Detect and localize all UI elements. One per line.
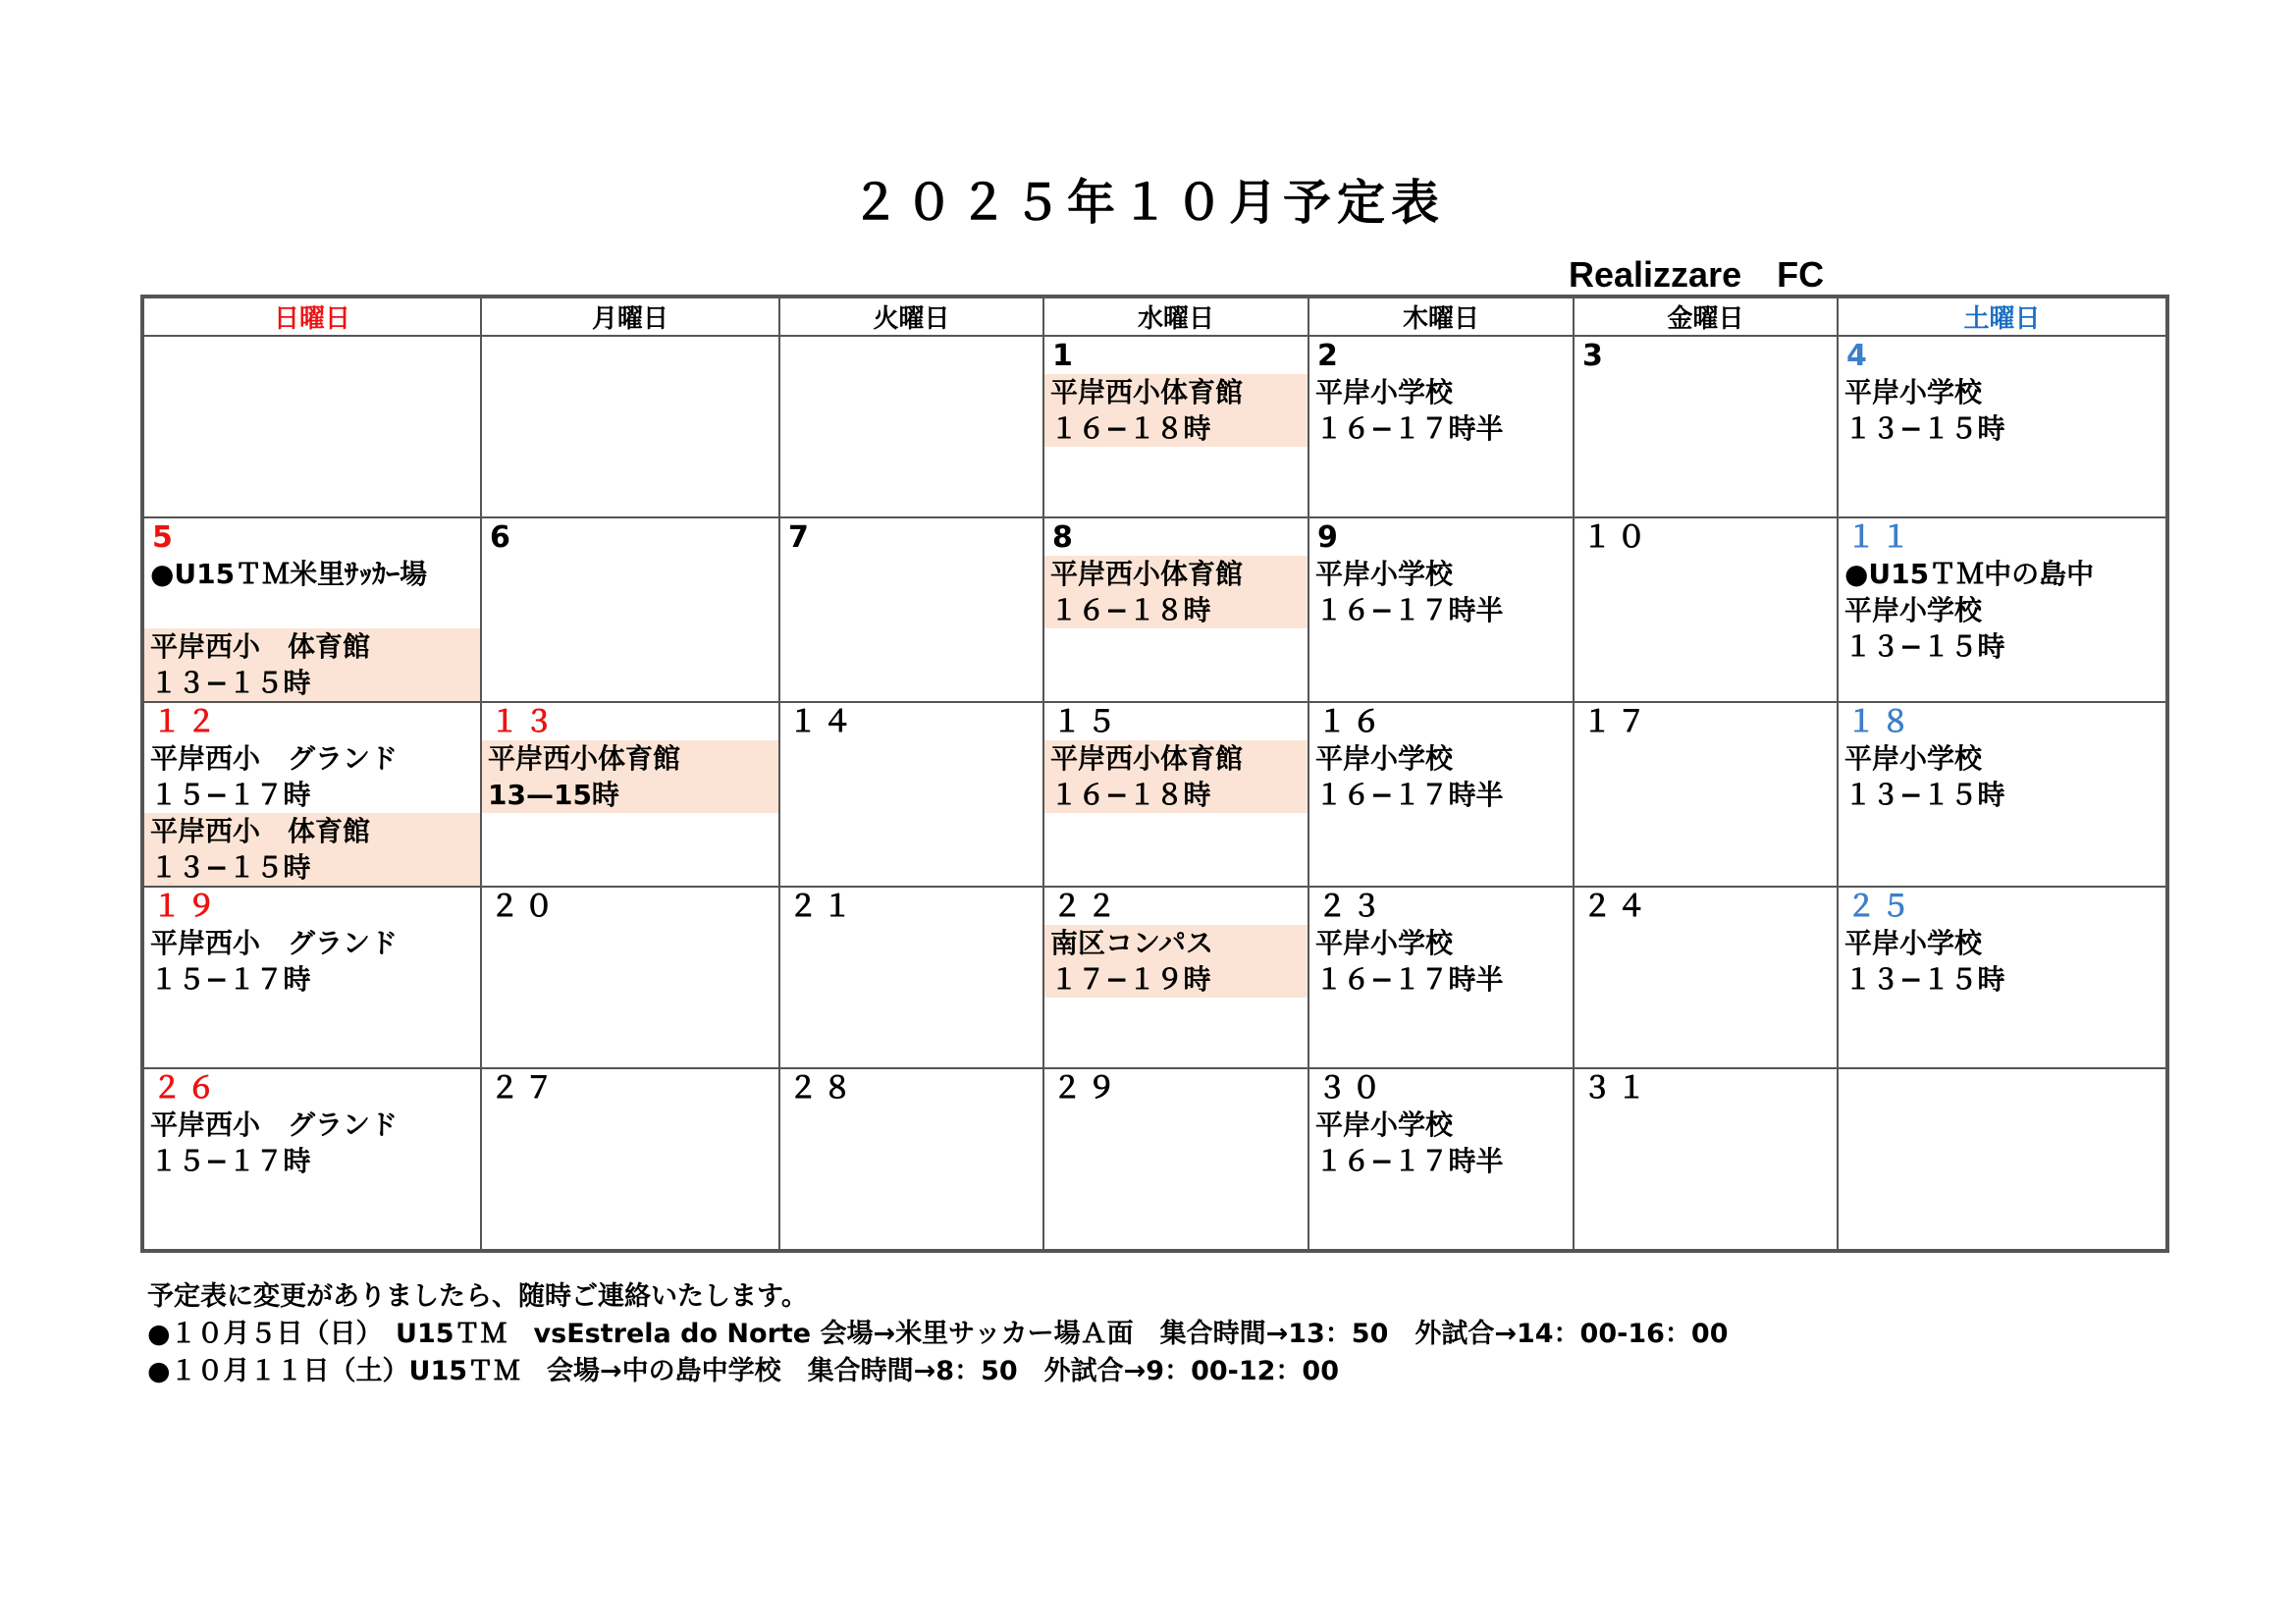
calendar-day-cell — [1574, 1068, 1838, 1251]
calendar-day-cell — [481, 702, 779, 887]
calendar-day-cell — [1838, 887, 2167, 1068]
schedule-notes — [147, 1278, 1728, 1390]
day-number: 4 — [1846, 339, 1872, 373]
event-line: ●U15ＴＭ米里ｻｯｶｰ場 — [150, 558, 428, 590]
calendar-day-cell — [142, 1068, 481, 1251]
calendar-day-cell — [1308, 336, 1574, 517]
calendar-day-cell — [1043, 1068, 1308, 1251]
calendar-day-cell — [481, 336, 779, 517]
calendar-day-cell — [1043, 702, 1308, 887]
schedule-event — [1044, 925, 1308, 998]
schedule-event — [1044, 374, 1308, 447]
event-line: １６−１７時半 — [1315, 594, 1504, 626]
day-number: ２３ — [1317, 890, 1386, 924]
calendar-day-cell — [1574, 702, 1838, 887]
calendar-day-cell — [1838, 517, 2167, 702]
event-line: １６−１７時半 — [1315, 779, 1504, 811]
calendar-day-cell — [779, 702, 1043, 887]
calendar-week-row — [142, 336, 2167, 517]
day-number: 5 — [152, 520, 178, 555]
note-line: ●１０月１１日（土）U15ＴＭ 会場→中の島中学校 集合時間→8：50 外試合→9：00-12：00 — [147, 1356, 1339, 1386]
event-line: 平岸小学校 — [1315, 742, 1454, 775]
calendar-day-cell — [142, 887, 481, 1068]
event-line: １３−１５時 — [150, 667, 311, 699]
calendar-day-cell — [481, 1068, 779, 1251]
calendar-table — [140, 295, 2169, 1253]
day-number: １０ — [1582, 520, 1651, 555]
calendar-day-cell — [481, 887, 779, 1068]
day-number: ２８ — [788, 1071, 857, 1106]
day-number — [1839, 1069, 2165, 1107]
header-saturday: 土曜日 — [1838, 297, 2167, 336]
event-line: １６−１７時半 — [1315, 963, 1504, 996]
event-line: 平岸小学校 — [1844, 594, 1983, 626]
calendar-day-cell — [1308, 887, 1574, 1068]
day-number: １２ — [152, 705, 221, 739]
event-line: １５−１７時 — [150, 779, 311, 811]
day-number — [780, 337, 1042, 374]
calendar-day-cell — [779, 887, 1043, 1068]
schedule-event — [144, 813, 480, 886]
event-line: １７−１９時 — [1050, 963, 1211, 996]
calendar-day-cell — [779, 517, 1043, 702]
event-line: 平岸西小体育館 — [1050, 558, 1244, 590]
calendar-day-cell — [142, 336, 481, 517]
calendar-day-cell — [1308, 1068, 1574, 1251]
calendar-day-cell — [481, 517, 779, 702]
schedule-event — [144, 556, 480, 592]
event-line: 平岸小学校 — [1844, 927, 1983, 959]
day-number: １３ — [490, 705, 559, 739]
day-number: １９ — [152, 890, 221, 924]
day-number: 9 — [1317, 520, 1343, 555]
day-number: ２４ — [1582, 890, 1651, 924]
event-line: 平岸西小体育館 — [1050, 742, 1244, 775]
day-number: １４ — [788, 705, 857, 739]
calendar-day-cell — [1043, 887, 1308, 1068]
event-line: 平岸小学校 — [1315, 376, 1454, 408]
schedule-event — [144, 925, 480, 998]
schedule-event — [1309, 740, 1573, 813]
schedule-event — [1839, 556, 2165, 665]
schedule-event — [144, 740, 480, 813]
day-number: 3 — [1582, 339, 1608, 373]
calendar-week-row — [142, 702, 2167, 887]
header-sunday: 日曜日 — [142, 297, 481, 336]
schedule-event — [1044, 556, 1308, 628]
calendar-day-cell — [142, 702, 481, 887]
event-line: 平岸西小体育館 — [1050, 376, 1244, 408]
calendar-week-row — [142, 887, 2167, 1068]
organization-name: Realizzare FC — [1569, 254, 1825, 295]
event-line: 平岸小学校 — [1844, 742, 1983, 775]
day-number: １６ — [1317, 705, 1386, 739]
day-number: ２２ — [1052, 890, 1121, 924]
header-wednesday: 水曜日 — [1043, 297, 1308, 336]
header-friday: 金曜日 — [1574, 297, 1838, 336]
event-line: １６−１８時 — [1050, 412, 1211, 445]
day-number: １７ — [1582, 705, 1651, 739]
day-number: 7 — [788, 520, 814, 555]
event-line: １３−１５時 — [1844, 779, 2005, 811]
calendar-day-cell — [1838, 1068, 2167, 1251]
note-line: ●１０月５日（日） U15ＴＭ vsEstrela do Norte 会場→米里サッカー場Ａ面 集合時間→13：50 外試合→14：00-16：00 — [147, 1319, 1729, 1349]
event-line: １３−１５時 — [1844, 630, 2005, 663]
event-line: １５−１７時 — [150, 963, 311, 996]
day-number: ２５ — [1846, 890, 1915, 924]
calendar-day-cell — [1043, 336, 1308, 517]
event-line: １６−１７時半 — [1315, 1145, 1504, 1177]
calendar-day-cell — [1308, 517, 1574, 702]
calendar-day-cell — [1308, 702, 1574, 887]
schedule-event — [144, 1107, 480, 1179]
calendar-day-cell — [1043, 517, 1308, 702]
calendar-day-cell — [779, 1068, 1043, 1251]
day-number: 2 — [1317, 339, 1343, 373]
schedule-event — [1839, 925, 2165, 998]
day-number: 6 — [490, 520, 515, 555]
day-number: 1 — [1052, 339, 1078, 373]
schedule-event — [1839, 374, 2165, 447]
event-line: 平岸西小 グランド — [150, 1109, 399, 1141]
calendar-day-cell — [1838, 336, 2167, 517]
event-line: 平岸西小 グランド — [150, 927, 399, 959]
event-line: 平岸小学校 — [1844, 376, 1983, 408]
schedule-event — [1309, 925, 1573, 998]
event-line: １３−１５時 — [1844, 963, 2005, 996]
event-line: １６−１７時半 — [1315, 412, 1504, 445]
weekday-header-row — [142, 297, 2167, 336]
day-number: ２１ — [788, 890, 857, 924]
event-line: 南区コンパス — [1050, 927, 1214, 959]
calendar-day-cell — [779, 336, 1043, 517]
schedule-event — [1044, 740, 1308, 813]
event-line: 平岸西小体育館 — [488, 742, 681, 775]
calendar-day-cell — [1574, 336, 1838, 517]
calendar-body — [142, 336, 2167, 1251]
header-tuesday: 火曜日 — [779, 297, 1043, 336]
schedule-event — [482, 740, 778, 813]
event-line: 13—15時 — [488, 779, 619, 811]
event-line: 平岸小学校 — [1315, 558, 1454, 590]
day-number: ２０ — [490, 890, 559, 924]
event-line: １６−１８時 — [1050, 594, 1211, 626]
event-line: １５−１７時 — [150, 1145, 311, 1177]
schedule-event — [1309, 1107, 1573, 1179]
day-number: ３０ — [1317, 1071, 1386, 1106]
event-line: ●U15ＴＭ中の島中 — [1844, 558, 2095, 590]
day-number: １８ — [1846, 705, 1915, 739]
day-number — [144, 337, 480, 374]
event-spacer — [144, 592, 480, 628]
note-line: 予定表に変更がありましたら、随時ご連絡いたします。 — [147, 1281, 808, 1312]
calendar-day-cell — [142, 517, 481, 702]
event-line: １３−１５時 — [150, 851, 311, 884]
calendar-week-row — [142, 517, 2167, 702]
day-number: １１ — [1846, 520, 1915, 555]
day-number: ２９ — [1052, 1071, 1121, 1106]
event-line: 平岸小学校 — [1315, 1109, 1454, 1141]
header-thursday: 木曜日 — [1308, 297, 1574, 336]
day-number: ２６ — [152, 1071, 221, 1106]
calendar-day-cell — [1838, 702, 2167, 887]
event-line: １６−１８時 — [1050, 779, 1211, 811]
day-number: 8 — [1052, 520, 1078, 555]
header-monday: 月曜日 — [481, 297, 779, 336]
event-line: １３−１５時 — [1844, 412, 2005, 445]
calendar-week-row — [142, 1068, 2167, 1251]
event-line: 平岸西小 グランド — [150, 742, 399, 775]
event-line: 平岸小学校 — [1315, 927, 1454, 959]
schedule-event — [144, 628, 480, 701]
event-line: 平岸西小 体育館 — [150, 815, 371, 847]
calendar-day-cell — [1574, 517, 1838, 702]
day-number: ２７ — [490, 1071, 559, 1106]
page-title: ２０２５年１０月予定表 — [850, 175, 1445, 231]
calendar-day-cell — [1574, 887, 1838, 1068]
event-line: 平岸西小 体育館 — [150, 630, 371, 663]
day-number — [482, 337, 778, 374]
schedule-event — [1309, 556, 1573, 628]
schedule-event — [1839, 740, 2165, 813]
day-number: １５ — [1052, 705, 1121, 739]
schedule-event — [1309, 374, 1573, 447]
day-number: ３１ — [1582, 1071, 1651, 1106]
